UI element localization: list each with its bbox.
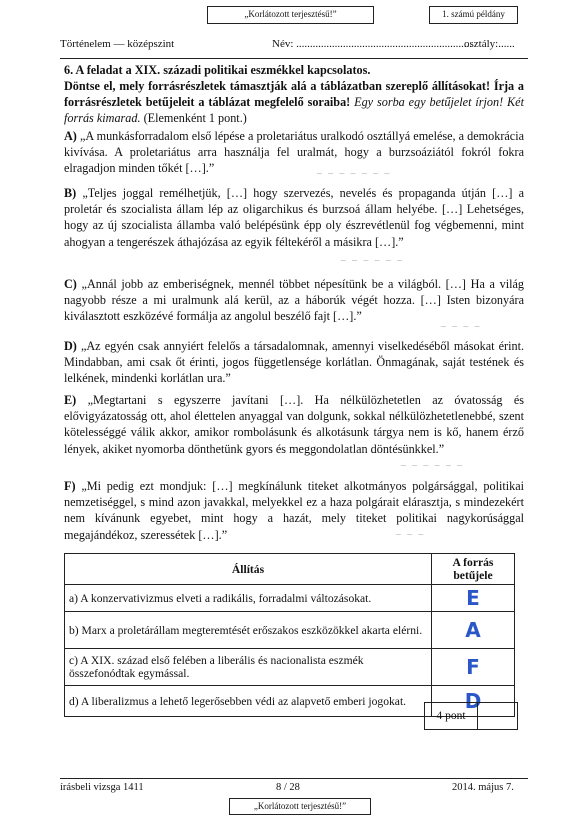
source-letter: B): [64, 186, 77, 200]
statement-cell: a) A konzervativizmus elveti a radikális, forradalmi változásokat.: [65, 585, 432, 612]
statement-header: Állítás: [65, 554, 432, 585]
points-box: [424, 702, 518, 730]
statement-cell: c) A XIX. század első felében a liberális és nacionalista eszmék összefonódtak egymással.: [65, 649, 432, 686]
source-a: [64, 128, 524, 177]
source-text: „Megtartani s egyszerre javítani […]. Ha nélkülözhetetlen az óvatosság és elővigyázatosság ott, ahol élettelen anyaggal van dolgunk, sokkal nélkülözhetetlenebbé, szent kötelességgé válik akkor, amikor rombolásunk és alkotásunk tárgya nem is kő, hanem érző lények, akiket nyomorba dönthetünk gyors és meggondolatlan döntésünkkel.”: [64, 393, 524, 456]
restricted-distribution-box: „Korlátozott terjesztésű!”: [207, 6, 374, 24]
source-e: [64, 392, 524, 457]
task-instruction: [64, 78, 524, 127]
pencil-note: ~ ~ ~ ~: [440, 322, 482, 331]
pencil-note: ~ ~ ~ ~ ~ ~: [340, 256, 404, 265]
points-label: 4 pont: [425, 703, 478, 729]
source-c: [64, 276, 524, 325]
points-score-field[interactable]: [478, 703, 517, 729]
class-label: osztály:......: [464, 38, 515, 50]
source-d: [64, 338, 524, 387]
letter-header: A forrás betűjele: [432, 554, 515, 585]
instruction-bold: Döntse el, mely forrásrészletek támasztják alá a táblázatban szereplő állításokat! Írja a forrásrészletek betűjeleit a táblázat megfelelő soraiba!: [64, 79, 524, 110]
table-row: [65, 612, 515, 649]
source-letter: F): [64, 479, 76, 493]
instruction-italic: Egy sorba egy betűjelet írjon! Két forrás kimarad.: [64, 95, 524, 126]
source-text: „Annál jobb az emberiségnek, mennél többet népesítünk be a világból. […] Ha a világ nagyobb része a mi uralmunk alá kerül, az a háborúk végét hozza. […] Isten bizonyára kiválasztott eszközévé formálja az angolul beszélő fajt […].”: [64, 277, 524, 324]
source-text: „Az egyén csak annyiért felelős a társadalomnak, amennyi viselkedéséből másokat érint. Mindabban, ami csak őt érinti, jogos függetlensége korlátlan. Önmagának, saját testének és lelkének, mindenki korlátlan ura.”: [64, 339, 524, 386]
answer-cell[interactable]: E: [432, 585, 515, 612]
source-b: [64, 185, 524, 250]
page-number: 8 / 28: [276, 782, 300, 793]
answer-cell[interactable]: F: [432, 649, 515, 686]
source-letter: D): [64, 339, 77, 353]
instruction-tail: (Elemenként 1 pont.): [140, 111, 247, 126]
footer-rule: [60, 778, 528, 779]
source-letter: E): [64, 393, 77, 407]
table-row: [65, 585, 515, 612]
statement-cell: b) Marx a proletárállam megteremtését erőszakos eszközökkel akarta elérni.: [65, 612, 432, 649]
source-f: [64, 478, 524, 543]
statement-cell: d) A liberalizmus a lehető legerősebben védi az alapvető emberi jogokat.: [65, 686, 432, 717]
pencil-note: ~ ~ ~ ~ ~ ~ ~: [316, 169, 392, 178]
answer-cell[interactable]: D: [432, 686, 515, 717]
subject-label: Történelem — középszint: [60, 38, 175, 50]
answer-cell[interactable]: A: [432, 612, 515, 649]
source-text: „Mi pedig ezt mondjuk: […] megkínálunk titeket alkotmányos polgársággal, politikai nemzetiséggel, s mind azon javakkal, melyekkel ez a haza polgárait elárasztja, s mindezekért nem kívánunk egyebet, mint hogy a hazát, mely titeket politikai nagykorúsággal megajándékoz, szeressétek […].”: [64, 479, 524, 542]
header-rule: [60, 58, 528, 59]
source-text: „Teljes joggal remélhetjük, […] hogy szervezés, nevelés és propaganda útján […] a proletár és szocialista állam lép az oligarchikus és burzsoá állam helyébe. […] Lehetséges, hogy az új szocialista államba való belépésünk épp oly észrevétlenül fog végbemenni, mint ahogyan a tengerészek áthajózása az egyik féltekéről a másikra […].”: [64, 186, 524, 249]
name-label: Név: ................................................................: [272, 38, 473, 50]
exam-date: 2014. május 7.: [452, 782, 514, 793]
footer-restricted-box: „Korlátozott terjesztésű!”: [229, 798, 371, 815]
exam-code: írásbeli vizsga 1411: [60, 782, 144, 793]
pencil-note: ~ ~ ~: [395, 530, 426, 539]
answer-table: [64, 553, 515, 717]
table-header-row: [65, 554, 515, 585]
source-text: „A munkásforradalom első lépése a proletariátus uralkodó osztállyá emelése, a demokrácia kivívása. A proletariátus arra használja fel uralmát, hogy a burzsoáziától fokról fokra elragadjon minden tőkét […].”: [64, 129, 524, 176]
table-row: [65, 649, 515, 686]
pencil-note: ~ ~ ~ ~ ~ ~: [400, 461, 464, 470]
source-letter: A): [64, 129, 77, 143]
task-title: 6. A feladat a XIX. századi politikai eszmékkel kapcsolatos.: [64, 63, 371, 77]
source-letter: C): [64, 277, 77, 291]
copy-number-box: 1. számú példány: [429, 6, 518, 24]
